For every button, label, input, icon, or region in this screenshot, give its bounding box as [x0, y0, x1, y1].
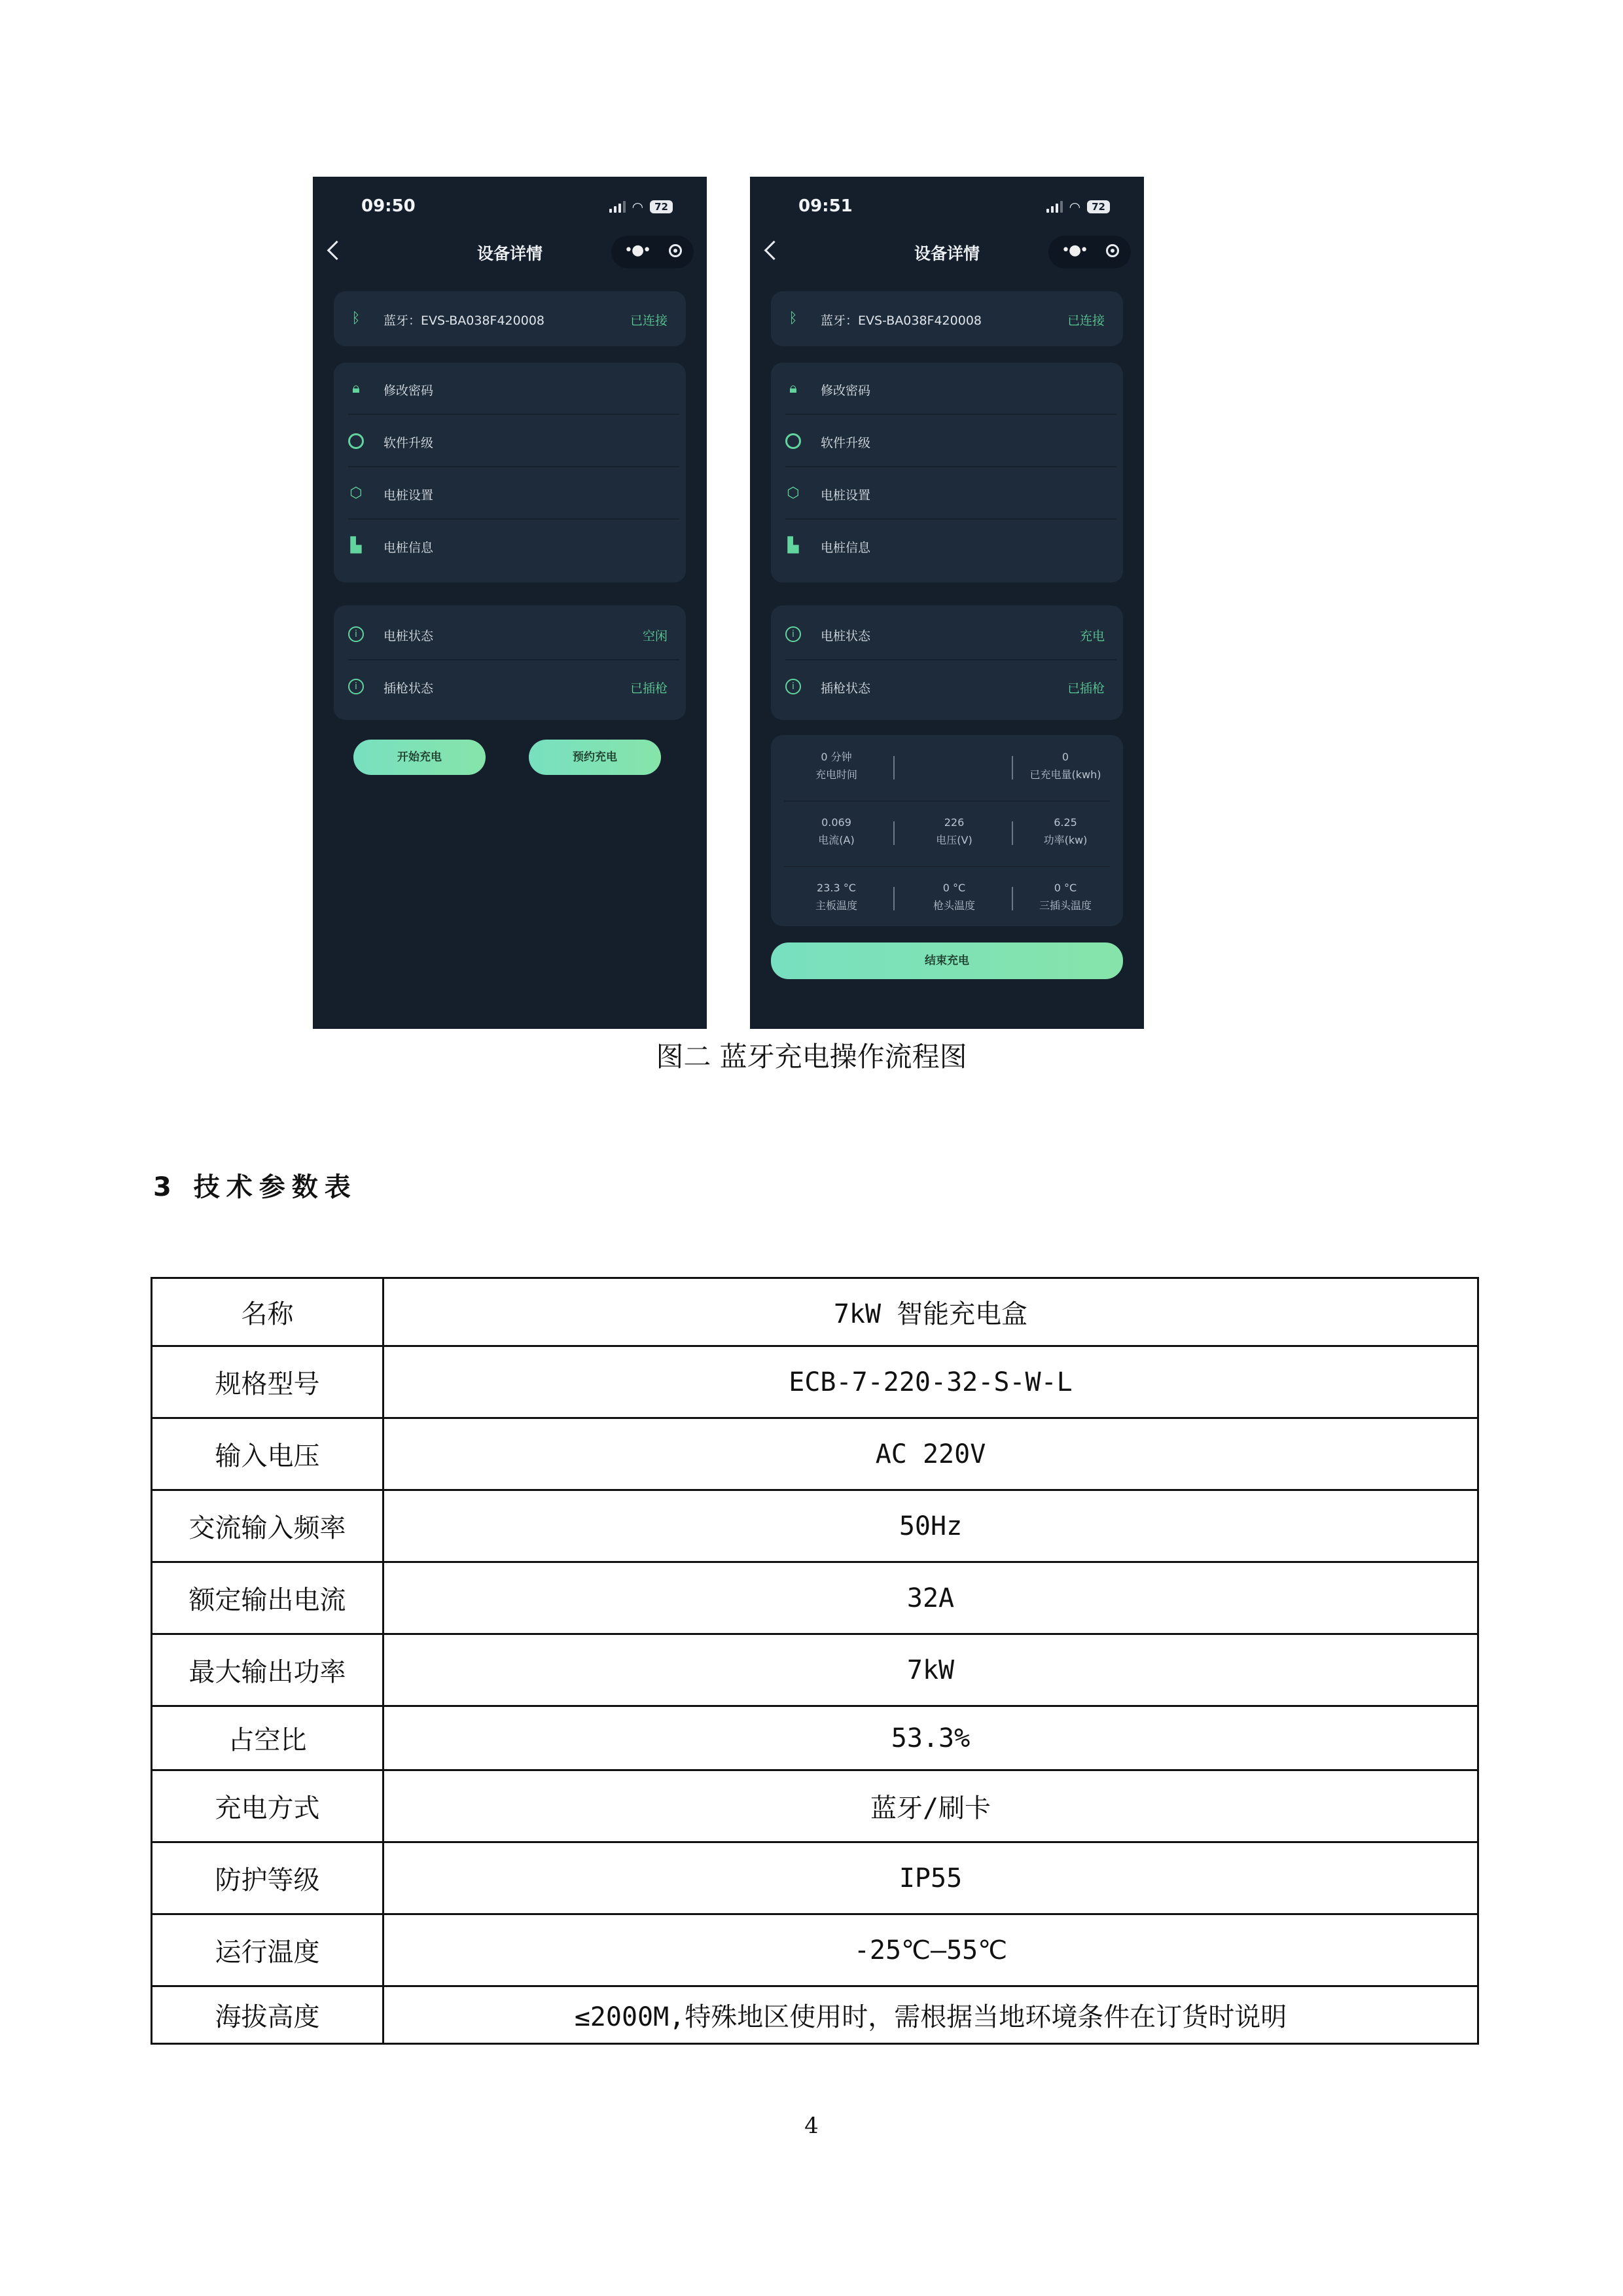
info-icon: i	[348, 679, 364, 694]
menu-item-pile-settings[interactable]	[334, 467, 686, 520]
bluetooth-device: 蓝牙：EVS-BA038F420008	[821, 314, 982, 328]
charger-icon: ▙	[350, 537, 362, 554]
metric-power: 6.25 功率(kw)	[1043, 816, 1088, 846]
metric-charge-time: 0 分钟 充电时间	[815, 751, 857, 781]
menu-item-label: 软件升级	[383, 436, 434, 450]
menu-item-label: 软件升级	[821, 436, 871, 450]
settings-menu	[334, 363, 686, 583]
metric-voltage: 226 电压(V)	[936, 816, 972, 846]
bluetooth-status: 已连接	[630, 314, 668, 328]
close-target-icon[interactable]	[1106, 244, 1119, 257]
status-bar	[750, 196, 1144, 223]
page-title: 设备详情	[476, 244, 543, 263]
spec-value: AC 220V	[383, 1418, 1478, 1490]
more-dots-icon[interactable]: •●•	[1061, 242, 1088, 259]
table-row	[152, 1634, 1478, 1706]
info-icon: i	[785, 679, 801, 694]
nav-bar	[313, 236, 707, 275]
section-heading: 3 技术参数表	[153, 1172, 357, 1202]
spec-value: 32A	[383, 1562, 1478, 1634]
menu-item-label: 电桩信息	[821, 541, 871, 555]
spec-name: 名称	[152, 1278, 383, 1346]
table-row	[152, 1914, 1478, 1986]
bluetooth-icon: ᛒ	[789, 310, 798, 327]
metric-current: 0.069 电流(A)	[818, 816, 855, 846]
menu-item-pile-settings[interactable]	[771, 467, 1123, 520]
gun-status-row	[771, 660, 1123, 713]
screenshot-idle	[313, 177, 707, 1029]
bluetooth-status: 已连接	[1067, 314, 1105, 328]
page-number: 4	[804, 2113, 819, 2139]
spec-value: IP55	[383, 1842, 1478, 1914]
spec-name: 规格型号	[152, 1346, 383, 1418]
info-icon: i	[785, 626, 801, 642]
charger-icon: ▙	[787, 537, 799, 554]
status-time: 09:50	[361, 196, 416, 216]
mini-program-capsule[interactable]	[1048, 236, 1131, 268]
reserve-charging-button[interactable]: 预约充电	[529, 740, 661, 775]
bluetooth-card	[771, 291, 1123, 346]
menu-item-firmware-upgrade[interactable]	[771, 415, 1123, 467]
status-value: 空闲	[642, 629, 668, 643]
menu-item-label: 电桩设置	[821, 488, 871, 503]
screenshot-charging	[750, 177, 1144, 1029]
gun-status-row	[334, 660, 686, 713]
status-card	[771, 605, 1123, 720]
status-value: 充电	[1079, 629, 1105, 643]
menu-item-pile-info[interactable]	[334, 520, 686, 572]
figure-caption: 图二 蓝牙充电操作流程图	[656, 1041, 967, 1073]
spec-value: 50Hz	[383, 1490, 1478, 1562]
spec-name: 最大输出功率	[152, 1634, 383, 1706]
battery-icon: 72	[650, 200, 673, 213]
spec-name: 充电方式	[152, 1770, 383, 1842]
spec-name: 运行温度	[152, 1914, 383, 1986]
spec-value: 7kW 智能充电盒	[383, 1278, 1478, 1346]
bluetooth-row[interactable]	[771, 293, 1123, 345]
bluetooth-icon: ᛒ	[351, 310, 361, 327]
spec-value: -25℃—55℃	[383, 1914, 1478, 1986]
spec-name: 交流输入频率	[152, 1490, 383, 1562]
spec-name: 额定输出电流	[152, 1562, 383, 1634]
status-label: 插枪状态	[383, 681, 434, 696]
menu-item-change-password[interactable]	[771, 363, 1123, 415]
bluetooth-device: 蓝牙：EVS-BA038F420008	[383, 314, 544, 328]
status-label: 插枪状态	[821, 681, 871, 696]
menu-item-label: 修改密码	[383, 384, 434, 398]
metric-gun-temp: 0 °C 枪头温度	[933, 882, 975, 912]
refresh-icon	[785, 433, 801, 449]
pile-status-row	[334, 608, 686, 660]
spec-value: 7kW	[383, 1634, 1478, 1706]
hexagon-settings-icon: ⬡	[349, 485, 363, 501]
spec-name: 防护等级	[152, 1842, 383, 1914]
table-row	[152, 1842, 1478, 1914]
table-row	[152, 1490, 1478, 1562]
spec-value: ≤2000M,特殊地区使用时，需根据当地环境条件在订货时说明	[383, 1986, 1478, 2044]
charging-metrics-card	[771, 735, 1123, 926]
menu-item-change-password[interactable]	[334, 363, 686, 415]
page-title: 设备详情	[914, 244, 980, 263]
wifi-icon: ◠	[1069, 199, 1081, 215]
status-card	[334, 605, 686, 720]
bluetooth-card	[334, 291, 686, 346]
table-row	[152, 1706, 1478, 1770]
info-icon: i	[348, 626, 364, 642]
spec-value: ECB-7-220-32-S-W-L	[383, 1346, 1478, 1418]
status-label: 电桩状态	[821, 629, 871, 643]
refresh-icon	[348, 433, 364, 449]
more-dots-icon[interactable]: •●•	[624, 242, 651, 259]
status-value: 已插枪	[1067, 681, 1105, 696]
wifi-icon: ◠	[632, 199, 644, 215]
bluetooth-row[interactable]	[334, 293, 686, 345]
lock-icon: 🔒︎	[352, 380, 360, 397]
status-time: 09:51	[798, 196, 853, 216]
table-row	[152, 1770, 1478, 1842]
spec-name: 占空比	[152, 1706, 383, 1770]
mini-program-capsule[interactable]	[611, 236, 694, 268]
menu-item-label: 电桩设置	[383, 488, 434, 503]
close-target-icon[interactable]	[669, 244, 682, 257]
spec-name: 海拔高度	[152, 1986, 383, 2044]
metric-charged-energy: 0 已充电量(kwh)	[1029, 751, 1101, 781]
table-row	[152, 1346, 1478, 1418]
spec-name: 输入电压	[152, 1418, 383, 1490]
metric-plug-temp: 0 °C 三插头温度	[1039, 882, 1092, 912]
menu-item-label: 电桩信息	[383, 541, 434, 555]
signal-icon	[1046, 201, 1063, 213]
metric-board-temp: 23.3 °C 主板温度	[815, 882, 857, 912]
signal-icon	[609, 201, 626, 213]
table-row	[152, 1986, 1478, 2044]
menu-item-firmware-upgrade[interactable]	[334, 415, 686, 467]
start-charging-button[interactable]: 开始充电	[353, 740, 486, 775]
status-value: 已插枪	[630, 681, 668, 696]
menu-item-label: 修改密码	[821, 384, 871, 398]
table-row	[152, 1278, 1478, 1346]
menu-item-pile-info[interactable]	[771, 520, 1123, 572]
hexagon-settings-icon: ⬡	[787, 485, 800, 501]
lock-icon: 🔒︎	[789, 380, 797, 397]
battery-icon: 72	[1087, 200, 1110, 213]
status-label: 电桩状态	[383, 629, 434, 643]
nav-bar	[750, 236, 1144, 275]
spec-table	[151, 1277, 1479, 2045]
spec-value: 蓝牙/刷卡	[383, 1770, 1478, 1842]
table-row	[152, 1562, 1478, 1634]
table-row	[152, 1418, 1478, 1490]
status-bar	[313, 196, 707, 223]
end-charging-button[interactable]: 结束充电	[771, 942, 1123, 979]
pile-status-row	[771, 608, 1123, 660]
settings-menu	[771, 363, 1123, 583]
spec-value: 53.3%	[383, 1706, 1478, 1770]
